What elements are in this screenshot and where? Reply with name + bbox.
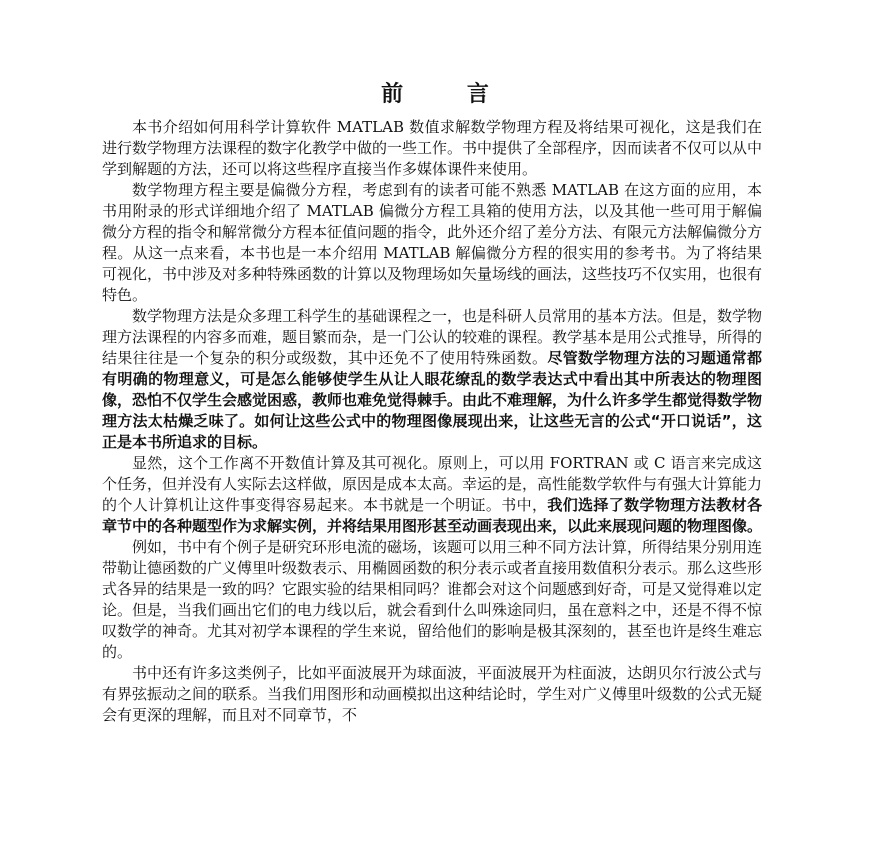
paragraph bbox=[102, 453, 762, 537]
paragraph-text: 例如，书中有个例子是研究环形电流的磁场，该题可以用三种不同方法计算，所得结果分别用连带勒让德函数的广义傅里叶级数表示、用椭圆函数的积分表示或者直接用数值积分表示。那么这些形式各异的结果是一致的吗？它跟实验的结果相同吗？谁都会对这个问题感到好奇，可是又觉得难以定论。但是，当我们画出它们的电力线以后，就会看到什么叫殊途同归，虽在意料之中，还是不得不惊叹数学的神奇。尤其对初学本课程的学生来说，留给他们的影响是极其深刻的，甚至也许是终生难忘的。 bbox=[102, 538, 763, 661]
page-title: 前 言 bbox=[381, 82, 517, 107]
paragraph bbox=[102, 306, 762, 453]
body-text bbox=[102, 117, 762, 726]
paragraph-text: 数学物理方法是众多理工科学生的基础课程之一，也是科研人员常用的基本方法。但是，数学物理方法课程的内容多而难，题目繁而杂，是一门公认的较难的课程。教学基本是用公式推导，所得的结果往往是一个复杂的积分或级数，其中还免不了使用特殊函数。 bbox=[102, 307, 763, 367]
paragraph bbox=[102, 537, 762, 663]
paragraph bbox=[102, 663, 762, 726]
paragraph-text: 数学物理方程主要是偏微分方程，考虑到有的读者可能不熟悉 MATLAB 在这方面的应用，本书用附录的形式详细地介绍了 MATLAB 偏微分方程工具箱的使用方法，以及其他一些可用于解偏微分方程的指令和解常微分方程本征值问题的指令，此外还介绍了差分方法、有限元方法解偏微分方程。从这一点来看，本书也是一本介绍用 MATLAB 解偏微分方程的很实用的参考书。为了将结果可视化，书中涉及对多种特殊函数的计算以及物理场如矢量场线的画法，这些技巧不仅实用，也很有特色。 bbox=[102, 181, 763, 304]
paragraph-text: 本书介绍如何用科学计算软件 MATLAB 数值求解数学物理方程及将结果可视化，这是我们在进行数学物理方法课程的数字化教学中做的一些工作。书中提供了全部程序，因而读者不仅可以从中学到解题的方法，还可以将这些程序直接当作多媒体课件来使用。 bbox=[102, 118, 763, 178]
paragraph-text: 书中还有许多这类例子，比如平面波展开为球面波，平面波展开为柱面波，达朗贝尔行波公式与有界弦振动之间的联系。当我们用图形和动画模拟出这种结论时，学生对广义傅里叶级数的公式无疑会有更深的理解，而且对不同章节，不 bbox=[102, 664, 763, 724]
emphasized-text: 尽管数学物理方法的习题通常都有明确的物理意义，可是怎么能够使学生从让人眼花缭乱的数学表达式中看出其中所表达的物理图像，恐怕不仅学生会感觉困惑，教师也难免觉得棘手。由此不难理解，为什么许多学生都觉得数学物理方法太枯燥乏味了。如何让这些公式中的物理图像展现出来，让这些无言的公式“开口说话”，这正是本书所追求的目标。 bbox=[102, 349, 763, 451]
paragraph bbox=[102, 117, 762, 180]
emphasized-text: 我们选择了数学物理方法教材各章节中的各种题型作为求解实例，并将结果用图形甚至动画表现出来，以此来展现问题的物理图像。 bbox=[102, 496, 763, 535]
paragraph bbox=[102, 180, 762, 306]
paragraph-text: 显然，这个工作离不开数值计算及其可视化。原则上，可以用 FORTRAN 或 C 语言来完成这个任务，但并没有人实际去这样做，原因是成本太高。幸运的是，高性能数学软件与有强大计算能力的个人计算机让这件事变得容易起来。本书就是一个明证。书中， bbox=[102, 454, 763, 514]
